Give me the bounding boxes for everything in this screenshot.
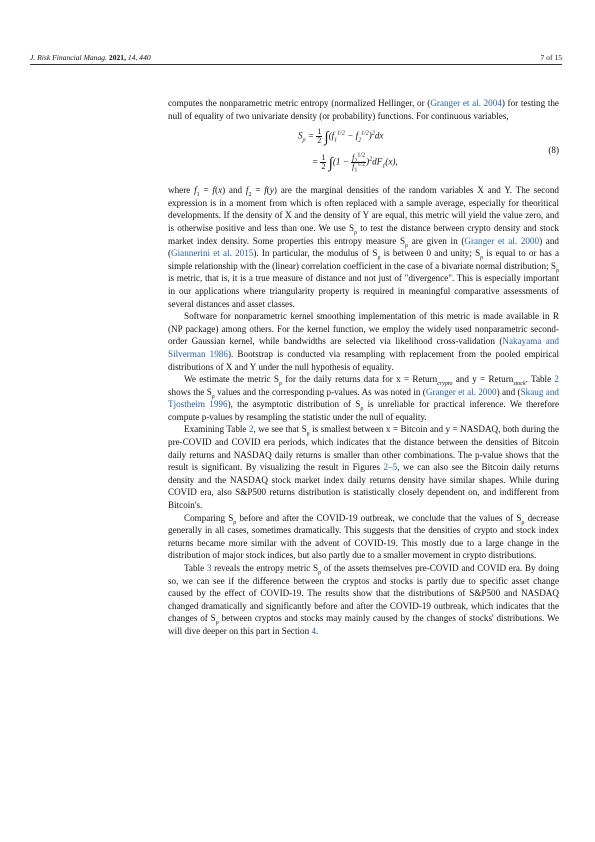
- paragraph-intro: computes the nonparametric metric entropy (normalized Hellinger, or (Granger et al. 2004) for testing the null of equality of two univariate density (or probability) functions. For continuous variables,: [168, 98, 559, 121]
- equation-number: (8): [548, 145, 559, 156]
- table-ref-link[interactable]: 2: [248, 424, 254, 435]
- journal-citation: J. Risk Financial Manag. 2021, 14, 440: [30, 53, 151, 62]
- header-rule: [30, 64, 562, 65]
- paragraph-where: where $f_1 = f(x)$ and $f_2 = f(y)$ are the marginal densities of the random variables X and Y. The second expression is in a moment from which is often replaced with a sample average, especially for theoritical developments. If the density of X and the density of Y are equal, this metric will yield the value zero, and is otherwise positive and less than one. We use $S_\rho$ to test the distance between crypto density and stock market index density. Some properties this entropy measure $S_\rho$ are given in (Granger et al. 2000) and (Giannerini et al. 2015). In particular, the modulus of $S_\rho$ is between 0 and unity; $S_\rho$ is equal to or has a simple relationship with the (linear) correlation coefficient in the case of a bivariate normal distribution; $S_\rho$ is metric, that is, it is a true measure of distance and not just of "divergence". This is especially important in our applications where triangularity property is required in meaningful comparative assessments of several distances and asset classes.: [168, 185, 560, 309]
- section-ref-link[interactable]: 4: [311, 625, 316, 636]
- citation-link[interactable]: Granger et al. 2004: [430, 98, 502, 108]
- table-ref-link[interactable]: 3: [206, 563, 212, 573]
- equation-8: $S_\rho$ = $\frac{1}{2}$ $\int(f_1^{1/2} - f_2^{1/2})^2dx$ = $\frac{1}{2}$ ∫(1 − $\frac{f_2^{1/2}}{f_1^{1/2}}$ )$^2dF_1(x)$, (8): [298, 127, 559, 174]
- paragraph-table3: Table 3 reveals the entropy metric $S_\rho$ of the assets themselves pre-COVID and COVID era. By doing so, we can see if the difference between the cryptos and stocks is partly due to specific asset change caused by the effect of COVID-19. The results show that the distributions of S&P500 and NASDAQ changed dramatically and significantly before and after the COVID-19 outbreak, which indicates that the changes of $S_\rho$ between cryptos and stocks may mainly caused by the changes of stocks' distributions. We will dive deeper on this part in Section 4.: [168, 563, 559, 636]
- paragraph-estimate: We estimate the metric $S_\rho$ for the daily returns data for x = Return$_{crypto}$ and y = Return$_{stock}$. Table 2 shows the $S_\rho$ values and the corresponding p-values. As was noted in (Granger et al. 2000) and (Skaug and Tjostheim 1996), the asymptotic distribution of $S_\rho$ is unreliable for practical inference. We therefore compute p-values by resampling the statistic under the null of equality.: [168, 374, 559, 422]
- citation-link[interactable]: Granger et al. 2000: [425, 386, 497, 397]
- citation-link[interactable]: Nakayama and Silverman 1986: [168, 336, 559, 359]
- paragraph-software: Software for nonparametric kernel smoothing implementation of this metric is made available in R (NP package) among others. For the kernel function, we employ the widely used nonparametric second-order Gaussian kernel, while bandwidths are selected via likelihood cross-validation (Nakayama and Silverman 1986). Bootstrap is conducted via resampling with replacement from the pooled empirical distributions of X and Y under the null hypothesis of equality.: [168, 311, 559, 372]
- page-number: 7 of 15: [540, 53, 562, 62]
- citation-link[interactable]: Skaug and Tjostheim 1996: [168, 386, 559, 410]
- citation-link[interactable]: Granger et al. 2000: [464, 235, 540, 246]
- figure-ref-link[interactable]: 2–5: [383, 462, 398, 473]
- paragraph-comparing: Comparing $S_\rho$ before and after the COVID-19 outbreak, we conclude that the values of $S_\rho$ decrease generally in all cases, sometimes dramatically. This suggests that the densities of crypto and stock index returns became more similar with the advent of COVID-19. This mostly due to a large change in the distribution of major stock indices, but also partly due to a smaller movement in crypto distributions.: [168, 512, 559, 561]
- citation-link[interactable]: Giannerini et al. 2015: [171, 248, 254, 259]
- running-header: [30, 53, 562, 62]
- table-ref-link[interactable]: 2: [554, 374, 559, 385]
- paragraph-examining: Examining Table 2, we see that $S_\rho$ is smallest between x = Bitcoin and y = NASDAQ, both during the pre-COVID and COVID era periods, which indicates that the distance between the densities of Bitcoin daily returns and NASDAQ daily returns is smaller than other combinations. The p-value shows that the result is significant. By visualizing the result in Figures 2–5, we can also see the Bitcoin daily returns density and the NASDAQ stock market index daily returns density have similar shapes. While during COVID era, also S&P500 returns distribution is statistically closely dependent on, and indifferent from Bitcoin's.: [168, 424, 559, 511]
- main-text: [168, 97, 559, 638]
